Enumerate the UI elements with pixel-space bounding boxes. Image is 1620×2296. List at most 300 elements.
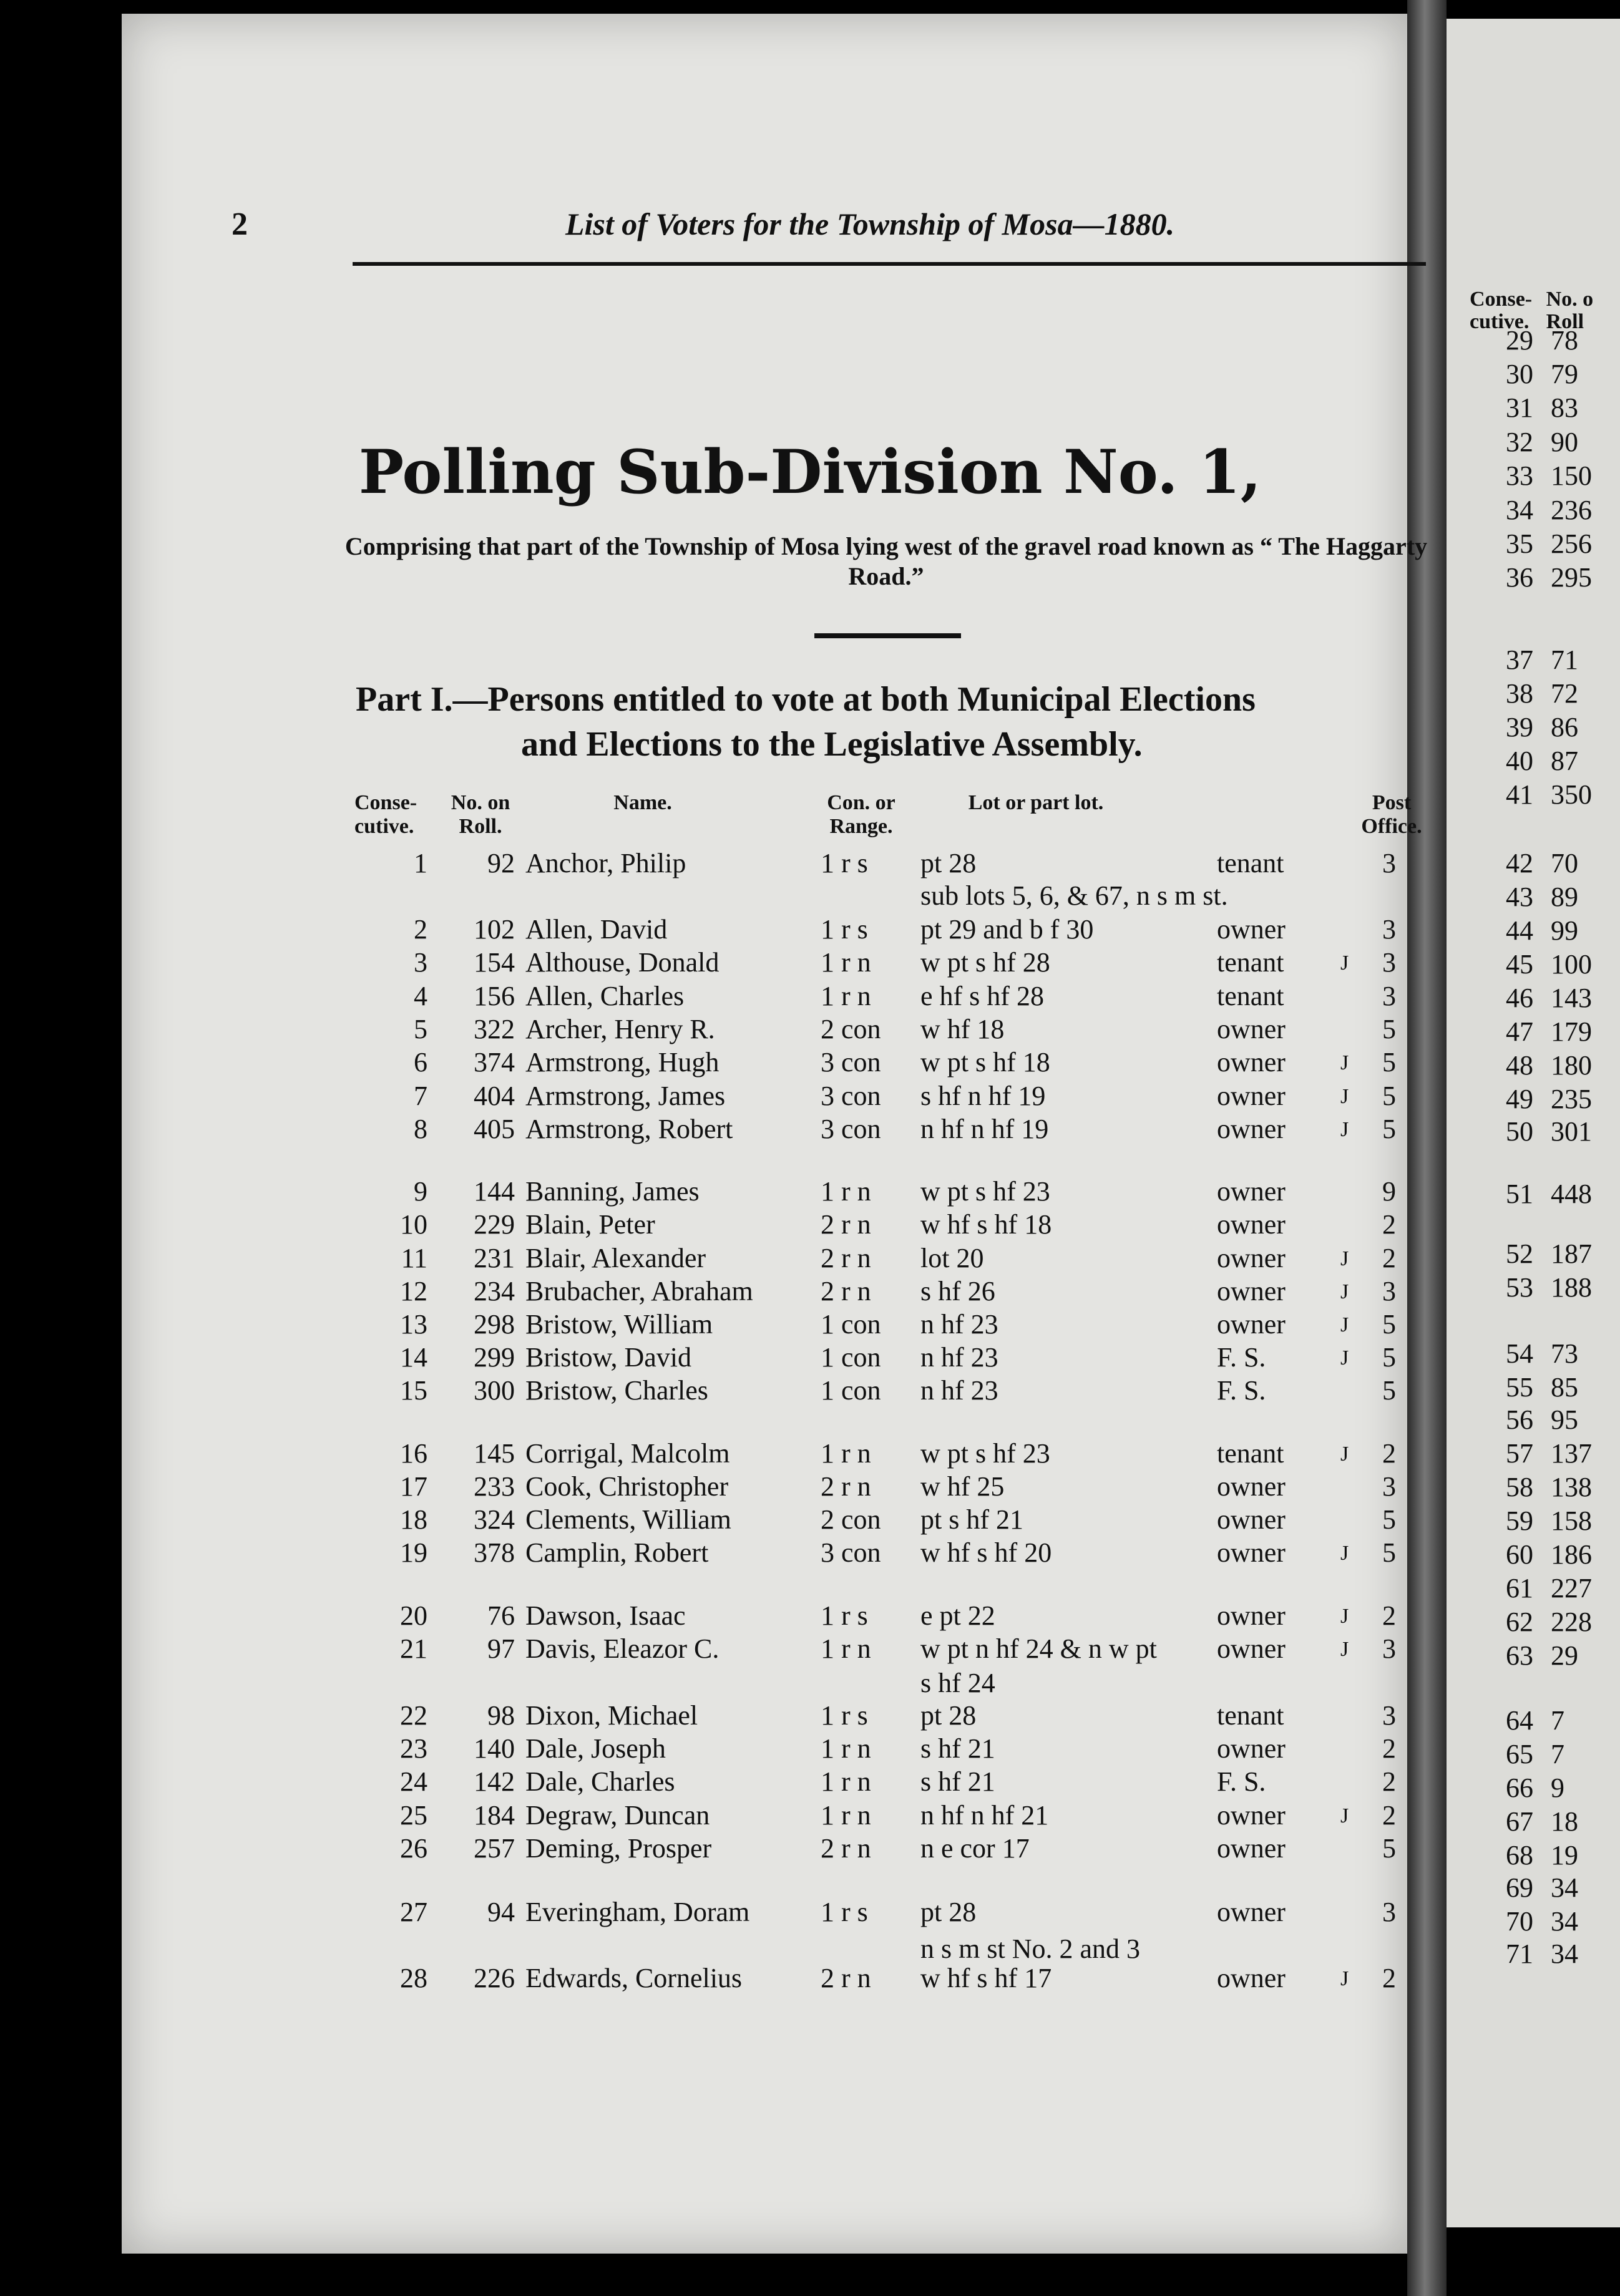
right-roll-no: 158 xyxy=(1551,1506,1592,1536)
part-heading xyxy=(356,677,1442,767)
right-consecutive: 66 xyxy=(1506,1773,1533,1803)
right-consecutive: 39 xyxy=(1506,712,1533,742)
voter-name: Banning, James xyxy=(525,1176,700,1207)
voter-status: owner xyxy=(1217,1014,1286,1044)
right-roll-no: 87 xyxy=(1551,746,1578,776)
voter-lot: w pt n hf 24 & n w pt xyxy=(920,1633,1157,1664)
right-roll-no: 350 xyxy=(1551,779,1592,810)
voter-status: owner xyxy=(1217,1733,1286,1764)
voter-post-office: 5 xyxy=(1382,1047,1396,1077)
voter-status: owner xyxy=(1217,1114,1286,1144)
right-roll-no: 83 xyxy=(1551,392,1578,423)
voter-con: 1 r s xyxy=(821,1600,868,1631)
voter-consecutive: 12 xyxy=(400,1276,427,1306)
voter-con: 1 r n xyxy=(821,1766,871,1797)
voter-status: tenant xyxy=(1217,848,1284,878)
right-consecutive: 47 xyxy=(1506,1016,1533,1047)
voter-status: owner xyxy=(1217,1600,1286,1631)
juror-mark: J xyxy=(1340,1442,1349,1466)
voter-con: 1 r n xyxy=(821,1733,871,1764)
header-rule xyxy=(353,262,1426,266)
voter-roll-no: 97 xyxy=(487,1633,515,1664)
voter-name: Archer, Henry R. xyxy=(525,1014,715,1044)
voter-post-office: 5 xyxy=(1382,1309,1396,1340)
page-title: Polling Sub-Division No. 1, xyxy=(358,437,1262,507)
voter-name: Armstrong, Hugh xyxy=(525,1047,720,1077)
voter-roll-no: 378 xyxy=(474,1537,515,1568)
voter-consecutive: 7 xyxy=(414,1081,427,1111)
voter-name: Davis, Eleazor C. xyxy=(525,1633,720,1664)
right-roll-no: 295 xyxy=(1551,562,1592,593)
voter-consecutive: 25 xyxy=(400,1800,427,1831)
voter-con: 3 con xyxy=(821,1047,881,1077)
col-lot: Lot or part lot. xyxy=(968,791,1104,814)
right-roll-no: 227 xyxy=(1551,1573,1592,1603)
juror-mark: J xyxy=(1340,1118,1349,1141)
right-consecutive: 35 xyxy=(1506,528,1533,559)
right-consecutive: 40 xyxy=(1506,746,1533,776)
voter-status: owner xyxy=(1217,1176,1286,1207)
voter-status: owner xyxy=(1217,1897,1286,1927)
voter-name: Cook, Christopher xyxy=(525,1471,729,1502)
voter-status: tenant xyxy=(1217,981,1284,1011)
right-consecutive: 37 xyxy=(1506,645,1533,675)
voter-post-office: 3 xyxy=(1382,1471,1396,1502)
voter-post-office: 5 xyxy=(1382,1537,1396,1568)
voter-roll-no: 92 xyxy=(487,848,515,878)
lot-continuation: n s m st No. 2 and 3 xyxy=(920,1934,1140,1964)
voter-lot: e hf s hf 28 xyxy=(920,981,1044,1011)
voter-lot: s hf 26 xyxy=(920,1276,995,1306)
voter-name: Dale, Charles xyxy=(525,1766,675,1797)
voter-roll-no: 145 xyxy=(474,1438,515,1469)
voter-roll-no: 234 xyxy=(474,1276,515,1306)
voter-lot: w hf s hf 20 xyxy=(920,1537,1052,1568)
voter-post-office: 3 xyxy=(1382,947,1396,978)
voter-status: owner xyxy=(1217,1800,1286,1831)
lot-continuation: sub lots 5, 6, & 67, n s m st. xyxy=(920,880,1228,911)
voter-consecutive: 5 xyxy=(414,1014,427,1044)
voter-con: 3 con xyxy=(821,1114,881,1144)
col-name: Name. xyxy=(613,791,672,814)
voter-lot: pt 28 xyxy=(920,1897,977,1927)
voter-status: owner xyxy=(1217,1276,1286,1306)
col-con: Con. or Range. xyxy=(827,791,895,838)
voter-status: owner xyxy=(1217,914,1286,945)
voter-roll-no: 233 xyxy=(474,1471,515,1502)
right-consecutive: 45 xyxy=(1506,949,1533,980)
right-roll-no: 235 xyxy=(1551,1084,1592,1114)
juror-mark: J xyxy=(1340,951,1349,975)
voter-post-office: 5 xyxy=(1382,1114,1396,1144)
voter-name: Deming, Prosper xyxy=(525,1833,712,1864)
voter-consecutive: 8 xyxy=(414,1114,427,1144)
right-consecutive: 29 xyxy=(1506,325,1533,356)
voter-roll-no: 184 xyxy=(474,1800,515,1831)
voter-name: Dale, Joseph xyxy=(525,1733,666,1764)
voter-status: owner xyxy=(1217,1243,1286,1273)
right-roll-no: 236 xyxy=(1551,495,1592,525)
right-consecutive: 65 xyxy=(1506,1739,1533,1769)
part-heading-line1: Part I.—Persons entitled to vote at both Municipal Elections xyxy=(356,680,1256,719)
voter-post-office: 3 xyxy=(1382,848,1396,878)
voter-lot: w pt s hf 23 xyxy=(920,1176,1050,1207)
voter-con: 1 r n xyxy=(821,947,871,978)
voter-status: owner xyxy=(1217,1471,1286,1502)
voter-con: 1 r n xyxy=(821,1438,871,1469)
juror-mark: J xyxy=(1340,1085,1349,1108)
voter-name: Everingham, Doram xyxy=(525,1897,750,1927)
voter-consecutive: 19 xyxy=(400,1537,427,1568)
right-header-consecutive: Conse- cutive. xyxy=(1470,288,1533,333)
right-roll-no: 138 xyxy=(1551,1472,1592,1502)
right-roll-no: 187 xyxy=(1551,1238,1592,1269)
voter-roll-no: 98 xyxy=(487,1700,515,1731)
voter-consecutive: 20 xyxy=(400,1600,427,1631)
right-roll-no: 71 xyxy=(1551,645,1578,675)
voter-status: F. S. xyxy=(1217,1375,1266,1406)
voter-con: 1 r n xyxy=(821,981,871,1011)
col-consecutive: Conse- cutive. xyxy=(354,791,417,838)
voter-status: tenant xyxy=(1217,1700,1284,1731)
voter-consecutive: 23 xyxy=(400,1733,427,1764)
right-consecutive: 31 xyxy=(1506,392,1533,423)
voter-lot: s hf 21 xyxy=(920,1766,995,1797)
right-consecutive: 63 xyxy=(1506,1640,1533,1671)
voter-roll-no: 322 xyxy=(474,1014,515,1044)
voter-status: tenant xyxy=(1217,1438,1284,1469)
voter-consecutive: 6 xyxy=(414,1047,427,1077)
right-consecutive: 30 xyxy=(1506,359,1533,389)
right-consecutive: 50 xyxy=(1506,1116,1533,1147)
voter-roll-no: 226 xyxy=(474,1963,515,1993)
voter-name: Blair, Alexander xyxy=(525,1243,706,1273)
voter-lot: pt 28 xyxy=(920,1700,977,1731)
voter-post-office: 5 xyxy=(1382,1375,1396,1406)
voter-roll-no: 102 xyxy=(474,914,515,945)
voter-consecutive: 24 xyxy=(400,1766,427,1797)
right-consecutive: 59 xyxy=(1506,1506,1533,1536)
right-roll-no: 9 xyxy=(1551,1773,1564,1803)
right-page xyxy=(1447,19,1620,2227)
voter-con: 2 r n xyxy=(821,1243,871,1273)
voter-consecutive: 11 xyxy=(401,1243,427,1273)
right-roll-no: 78 xyxy=(1551,325,1578,356)
right-consecutive: 34 xyxy=(1506,495,1533,525)
voter-status: owner xyxy=(1217,1209,1286,1240)
voter-name: Althouse, Donald xyxy=(525,947,720,978)
right-roll-no: 72 xyxy=(1551,678,1578,709)
voter-con: 1 r s xyxy=(821,914,868,945)
voter-name: Camplin, Robert xyxy=(525,1537,709,1568)
voter-name: Edwards, Cornelius xyxy=(525,1963,743,1993)
voter-roll-no: 142 xyxy=(474,1766,515,1797)
voter-status: owner xyxy=(1217,1833,1286,1864)
voter-con: 3 con xyxy=(821,1081,881,1111)
left-page xyxy=(122,14,1407,2254)
divider xyxy=(814,633,961,638)
right-roll-no: 34 xyxy=(1551,1872,1578,1903)
page-gutter xyxy=(1407,0,1447,2296)
voter-consecutive: 13 xyxy=(400,1309,427,1340)
voter-lot: pt 29 and b f 30 xyxy=(920,914,1094,945)
voter-con: 1 con xyxy=(821,1309,881,1340)
right-consecutive: 52 xyxy=(1506,1238,1533,1269)
voter-roll-no: 404 xyxy=(474,1081,515,1111)
voter-status: F. S. xyxy=(1217,1766,1266,1797)
right-roll-no: 70 xyxy=(1551,848,1578,878)
voter-roll-no: 229 xyxy=(474,1209,515,1240)
voter-lot: w pt s hf 28 xyxy=(920,947,1050,978)
voter-lot: s hf 21 xyxy=(920,1733,995,1764)
voter-status: owner xyxy=(1217,1633,1286,1664)
voter-lot: n hf n hf 21 xyxy=(920,1800,1049,1831)
running-title: List of Voters for the Township of Mosa—1880. xyxy=(565,207,1175,241)
voter-consecutive: 27 xyxy=(400,1897,427,1927)
voter-roll-no: 94 xyxy=(487,1897,515,1927)
voter-roll-no: 374 xyxy=(474,1047,515,1077)
lot-continuation: s hf 24 xyxy=(920,1668,995,1698)
right-roll-no: 180 xyxy=(1551,1050,1592,1081)
right-roll-no: 7 xyxy=(1551,1705,1564,1736)
voter-status: owner xyxy=(1217,1309,1286,1340)
right-roll-no: 188 xyxy=(1551,1272,1592,1303)
voter-consecutive: 16 xyxy=(400,1438,427,1469)
voter-roll-no: 300 xyxy=(474,1375,515,1406)
voter-lot: w hf s hf 17 xyxy=(920,1963,1052,1993)
voter-post-office: 5 xyxy=(1382,1833,1396,1864)
right-roll-no: 29 xyxy=(1551,1640,1578,1671)
voter-lot: w pt s hf 18 xyxy=(920,1047,1050,1077)
voter-lot: n hf 23 xyxy=(920,1375,998,1406)
right-roll-no: 19 xyxy=(1551,1840,1578,1870)
juror-mark: J xyxy=(1340,1542,1349,1565)
right-roll-no: 79 xyxy=(1551,359,1578,389)
voter-con: 1 con xyxy=(821,1375,881,1406)
voter-post-office: 3 xyxy=(1382,914,1396,945)
right-roll-no: 256 xyxy=(1551,528,1592,559)
right-roll-no: 34 xyxy=(1551,1906,1578,1937)
voter-post-office: 5 xyxy=(1382,1081,1396,1111)
voter-lot: n hf n hf 19 xyxy=(920,1114,1049,1144)
right-consecutive: 62 xyxy=(1506,1607,1533,1637)
voter-post-office: 2 xyxy=(1382,1963,1396,1993)
voter-status: owner xyxy=(1217,1537,1286,1568)
juror-mark: J xyxy=(1340,1346,1349,1369)
voter-consecutive: 18 xyxy=(400,1504,427,1535)
voter-roll-no: 299 xyxy=(474,1342,515,1373)
voter-lot: n e cor 17 xyxy=(920,1833,1030,1864)
right-consecutive: 33 xyxy=(1506,460,1533,491)
voter-name: Clements, William xyxy=(525,1504,731,1535)
right-consecutive: 44 xyxy=(1506,915,1533,946)
voter-consecutive: 17 xyxy=(400,1471,427,1502)
juror-mark: J xyxy=(1340,1605,1349,1628)
voter-con: 2 con xyxy=(821,1504,881,1535)
right-roll-no: 143 xyxy=(1551,983,1592,1013)
voter-con: 1 r s xyxy=(821,1897,868,1927)
juror-mark: J xyxy=(1340,1051,1349,1074)
voter-post-office: 5 xyxy=(1382,1504,1396,1535)
voter-status: owner xyxy=(1217,1504,1286,1535)
voter-status: owner xyxy=(1217,1963,1286,1993)
voter-con: 1 r s xyxy=(821,848,868,878)
right-roll-no: 179 xyxy=(1551,1016,1592,1047)
voter-name: Bristow, Charles xyxy=(525,1375,708,1406)
right-consecutive: 36 xyxy=(1506,562,1533,593)
voter-name: Anchor, Philip xyxy=(525,848,686,878)
voter-name: Dixon, Michael xyxy=(525,1700,698,1731)
voter-consecutive: 28 xyxy=(400,1963,427,1993)
right-consecutive: 61 xyxy=(1506,1573,1533,1603)
right-consecutive: 49 xyxy=(1506,1084,1533,1114)
voter-post-office: 2 xyxy=(1382,1438,1396,1469)
voter-post-office: 5 xyxy=(1382,1342,1396,1373)
juror-mark: J xyxy=(1340,1313,1349,1336)
right-roll-no: 150 xyxy=(1551,460,1592,491)
voter-con: 2 r n xyxy=(821,1833,871,1864)
right-roll-no: 7 xyxy=(1551,1739,1564,1769)
voter-con: 2 r n xyxy=(821,1963,871,1993)
voter-roll-no: 76 xyxy=(487,1600,515,1631)
col-post-office: Post Office. xyxy=(1361,791,1422,838)
voter-lot: n hf 23 xyxy=(920,1309,998,1340)
right-consecutive: 71 xyxy=(1506,1938,1533,1969)
voter-roll-no: 156 xyxy=(474,981,515,1011)
part-heading-line2: and Elections to the Legislative Assembly. xyxy=(521,725,1143,764)
voter-con: 2 r n xyxy=(821,1209,871,1240)
voter-name: Brubacher, Abraham xyxy=(525,1276,753,1306)
right-consecutive: 48 xyxy=(1506,1050,1533,1081)
right-consecutive: 41 xyxy=(1506,779,1533,810)
right-consecutive: 53 xyxy=(1506,1272,1533,1303)
right-consecutive: 51 xyxy=(1506,1179,1533,1209)
right-consecutive: 68 xyxy=(1506,1840,1533,1870)
voter-con: 2 r n xyxy=(821,1471,871,1502)
voter-lot: lot 20 xyxy=(920,1243,984,1273)
voter-lot: s hf n hf 19 xyxy=(920,1081,1046,1111)
voter-consecutive: 4 xyxy=(414,981,427,1011)
juror-mark: J xyxy=(1340,1247,1349,1270)
voter-name: Armstrong, James xyxy=(525,1081,726,1111)
right-roll-no: 99 xyxy=(1551,915,1578,946)
voter-consecutive: 10 xyxy=(400,1209,427,1240)
voter-name: Corrigal, Malcolm xyxy=(525,1438,730,1469)
juror-mark: J xyxy=(1340,1967,1349,1990)
voter-consecutive: 14 xyxy=(400,1342,427,1373)
right-roll-no: 89 xyxy=(1551,882,1578,912)
voter-name: Armstrong, Robert xyxy=(525,1114,733,1144)
voter-consecutive: 1 xyxy=(414,848,427,878)
voter-name: Bristow, David xyxy=(525,1342,692,1373)
voter-lot: n hf 23 xyxy=(920,1342,998,1373)
voter-consecutive: 2 xyxy=(414,914,427,945)
running-header xyxy=(232,206,1430,246)
voter-status: tenant xyxy=(1217,947,1284,978)
voter-post-office: 2 xyxy=(1382,1600,1396,1631)
right-consecutive: 56 xyxy=(1506,1404,1533,1435)
voter-con: 1 r s xyxy=(821,1700,868,1731)
voter-lot: pt s hf 21 xyxy=(920,1504,1023,1535)
right-roll-no: 18 xyxy=(1551,1806,1578,1837)
voter-roll-no: 140 xyxy=(474,1733,515,1764)
right-roll-no: 448 xyxy=(1551,1179,1592,1209)
voter-roll-no: 144 xyxy=(474,1176,515,1207)
right-roll-no: 186 xyxy=(1551,1539,1592,1570)
right-roll-no: 90 xyxy=(1551,427,1578,457)
voter-post-office: 3 xyxy=(1382,981,1396,1011)
voter-con: 1 r n xyxy=(821,1800,871,1831)
juror-mark: J xyxy=(1340,1638,1349,1661)
col-roll: No. on Roll. xyxy=(451,791,510,838)
page-subtitle: Comprising that part of the Township of Mosa lying west of the gravel road known as “ The Haggarty Road.” xyxy=(344,532,1428,590)
right-consecutive: 67 xyxy=(1506,1806,1533,1837)
voter-consecutive: 15 xyxy=(400,1375,427,1406)
right-roll-no: 85 xyxy=(1551,1372,1578,1403)
right-consecutive: 54 xyxy=(1506,1338,1533,1369)
right-consecutive: 42 xyxy=(1506,848,1533,878)
right-consecutive: 43 xyxy=(1506,882,1533,912)
voter-roll-no: 154 xyxy=(474,947,515,978)
voter-con: 1 con xyxy=(821,1342,881,1373)
voter-name: Bristow, William xyxy=(525,1309,713,1340)
voter-roll-no: 231 xyxy=(474,1243,515,1273)
voter-name: Degraw, Duncan xyxy=(525,1800,710,1831)
voter-post-office: 2 xyxy=(1382,1733,1396,1764)
right-consecutive: 69 xyxy=(1506,1872,1533,1903)
right-roll-no: 73 xyxy=(1551,1338,1578,1369)
voter-consecutive: 26 xyxy=(400,1833,427,1864)
voter-post-office: 2 xyxy=(1382,1800,1396,1831)
right-roll-no: 137 xyxy=(1551,1438,1592,1469)
voter-name: Allen, Charles xyxy=(525,981,685,1011)
voter-con: 1 r n xyxy=(821,1633,871,1664)
voter-roll-no: 298 xyxy=(474,1309,515,1340)
right-consecutive: 55 xyxy=(1506,1372,1533,1403)
voter-post-office: 5 xyxy=(1382,1014,1396,1044)
juror-mark: J xyxy=(1340,1804,1349,1827)
voter-post-office: 3 xyxy=(1382,1700,1396,1731)
voter-status: owner xyxy=(1217,1081,1286,1111)
voter-consecutive: 9 xyxy=(414,1176,427,1207)
voter-post-office: 3 xyxy=(1382,1633,1396,1664)
right-roll-no: 228 xyxy=(1551,1607,1592,1637)
voter-name: Blain, Peter xyxy=(525,1209,655,1240)
right-consecutive: 60 xyxy=(1506,1539,1533,1570)
right-consecutive: 46 xyxy=(1506,983,1533,1013)
right-roll-no: 301 xyxy=(1551,1116,1592,1147)
voter-consecutive: 21 xyxy=(400,1633,427,1664)
voter-roll-no: 324 xyxy=(474,1504,515,1535)
voter-lot: w pt s hf 23 xyxy=(920,1438,1050,1469)
voter-post-office: 2 xyxy=(1382,1243,1396,1273)
voter-consecutive: 3 xyxy=(414,947,427,978)
voter-name: Allen, David xyxy=(525,914,668,945)
right-consecutive: 58 xyxy=(1506,1472,1533,1502)
right-roll-no: 95 xyxy=(1551,1404,1578,1435)
voter-lot: pt 28 xyxy=(920,848,977,878)
voter-con: 1 r n xyxy=(821,1176,871,1207)
right-roll-no: 100 xyxy=(1551,949,1592,980)
voter-roll-no: 405 xyxy=(474,1114,515,1144)
voter-post-office: 3 xyxy=(1382,1276,1396,1306)
page-number: 2 xyxy=(232,207,248,242)
voter-post-office: 3 xyxy=(1382,1897,1396,1927)
voter-post-office: 9 xyxy=(1382,1176,1396,1207)
right-consecutive: 32 xyxy=(1506,427,1533,457)
right-header-roll: No. o Roll xyxy=(1546,288,1594,333)
right-consecutive: 64 xyxy=(1506,1705,1533,1736)
